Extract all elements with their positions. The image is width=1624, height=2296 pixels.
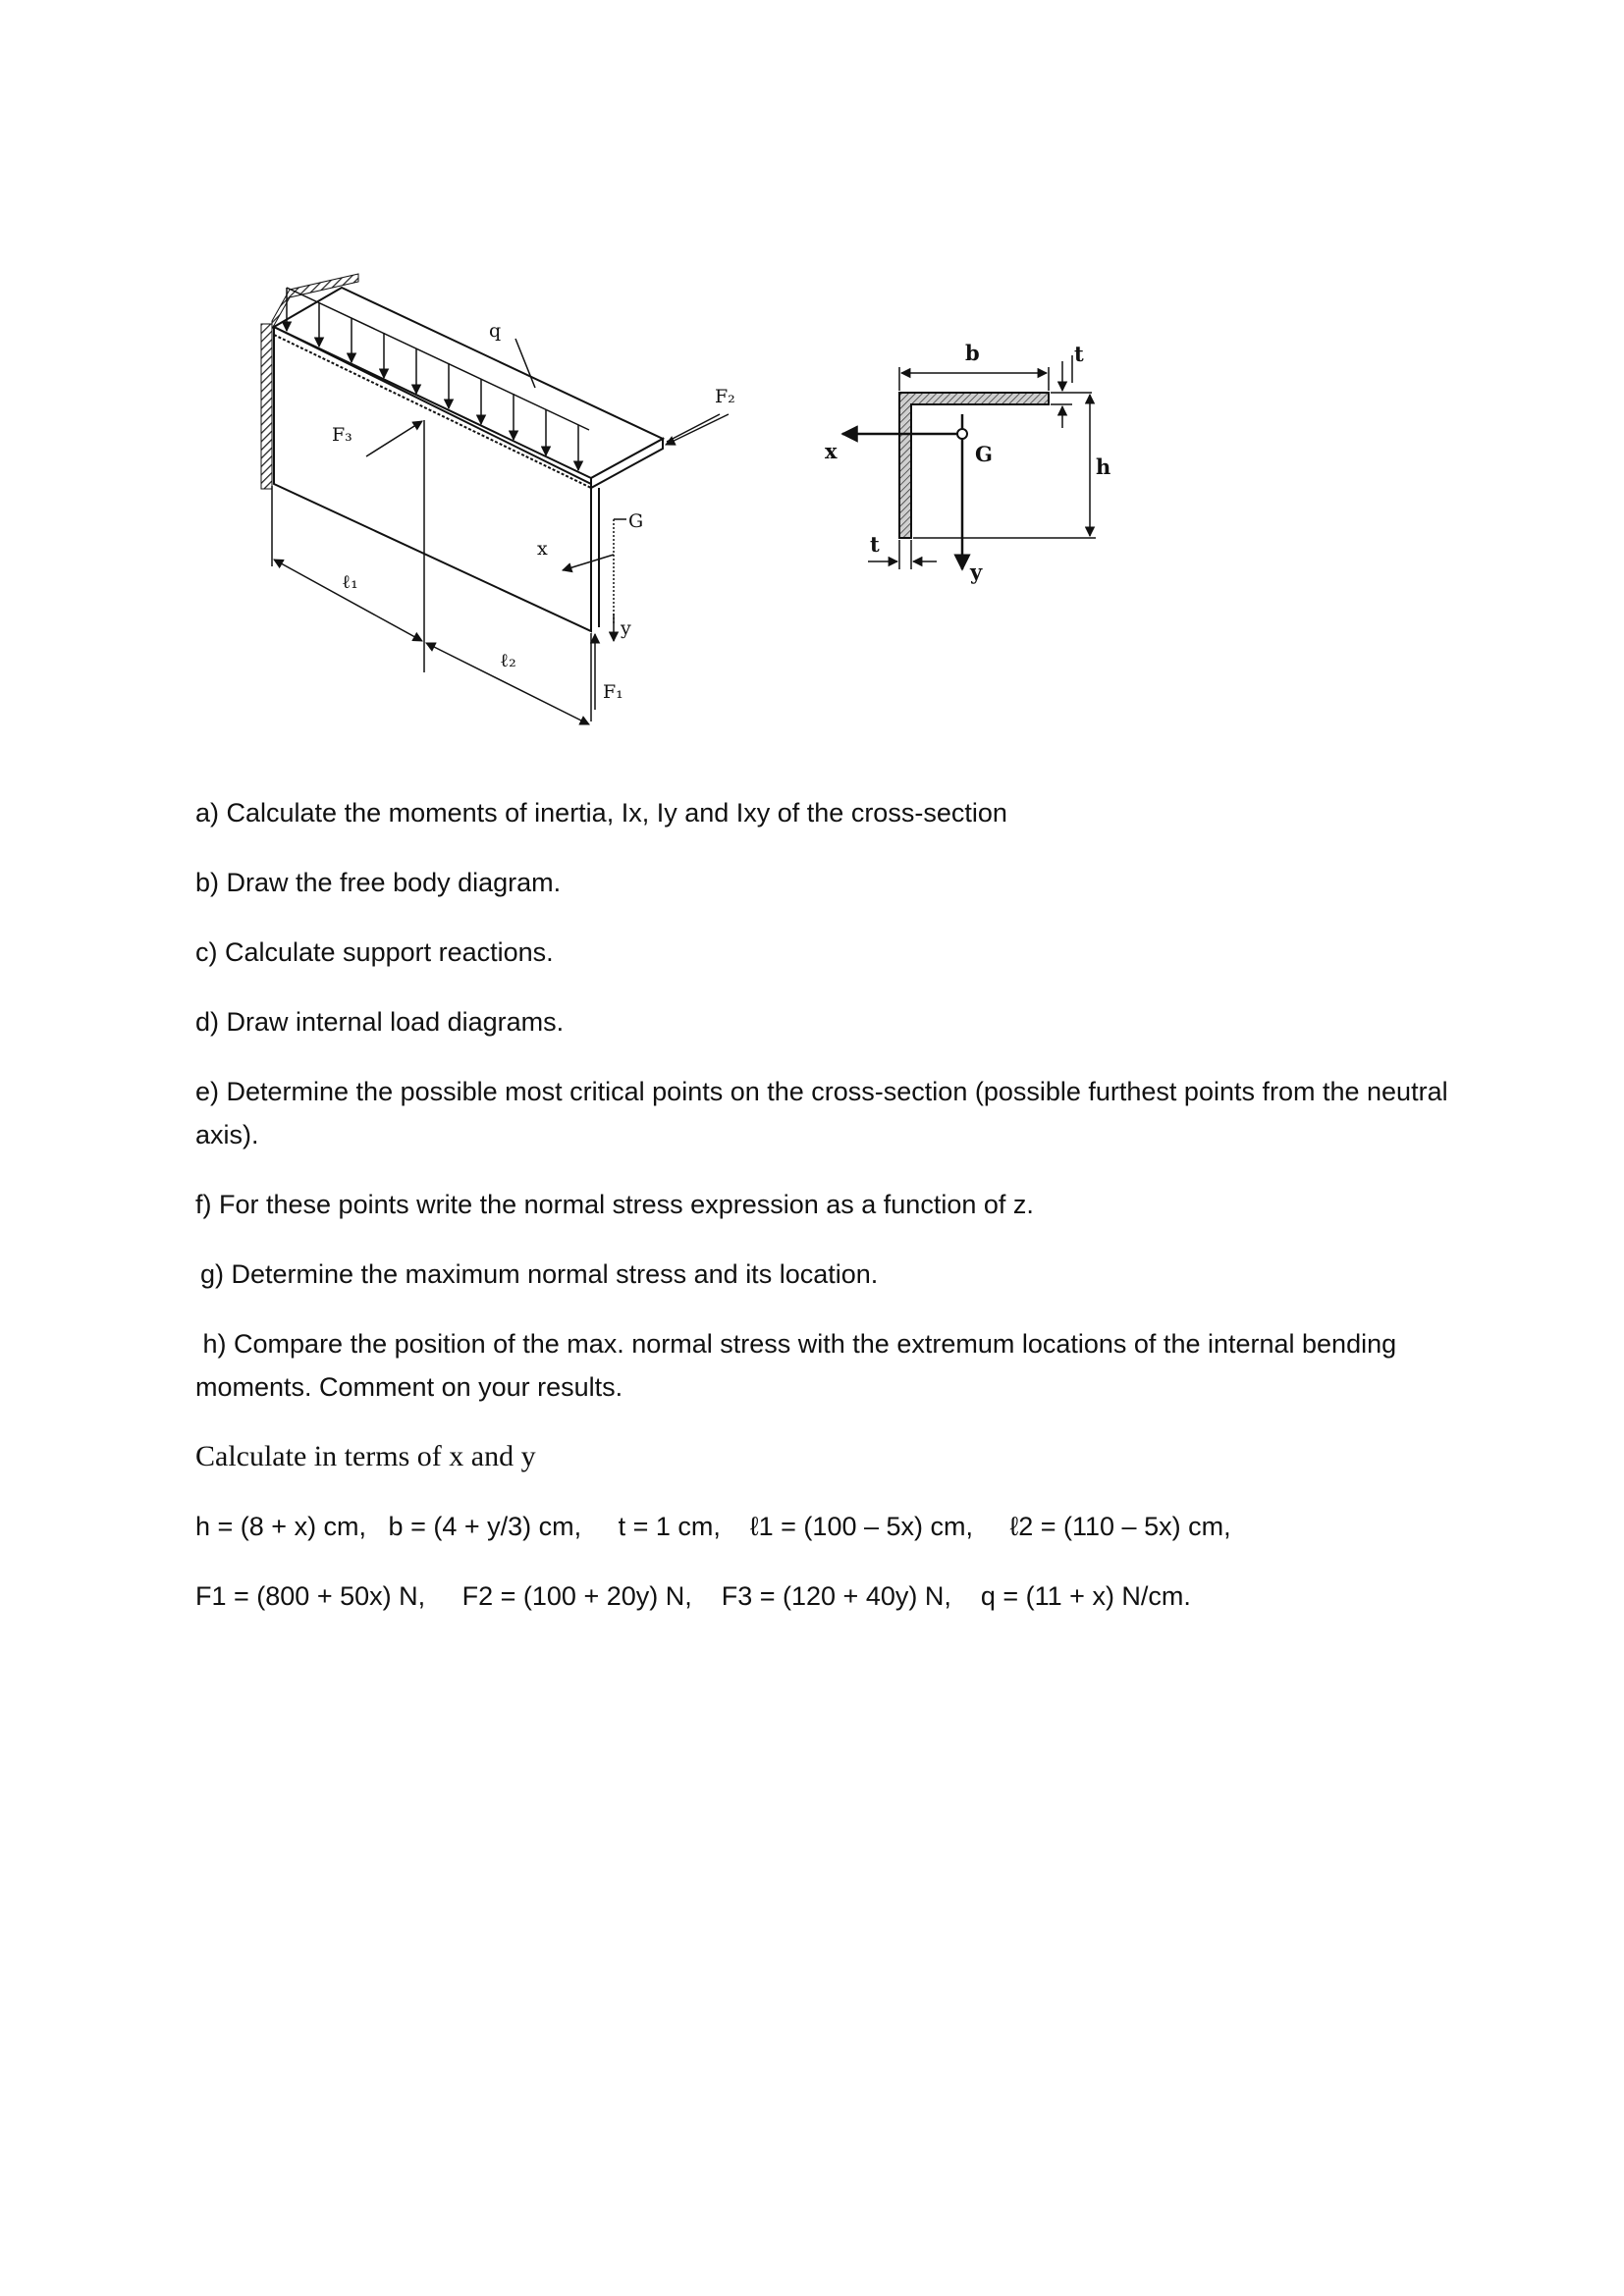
t-top-label: t	[1074, 342, 1084, 366]
section-x-label: x	[825, 439, 838, 463]
question-h-text: h) Compare the position of the max. normal stress with the extremum locations of the internal bending moments. Comment on your results.	[195, 1329, 1397, 1402]
calculation-title: Calculate in terms of x and y	[195, 1440, 536, 1472]
question-a: a) Calculate the moments of inertia, Ix, Iy and Ixy of the cross-section	[195, 798, 1007, 828]
section-g-label: G	[975, 442, 993, 466]
dimension-t-top	[1051, 355, 1092, 428]
f1-label: F₁	[603, 681, 623, 703]
parameters-line-2: F1 = (800 + 50x) N, F2 = (100 + 20y) N, F3 = (120 + 40y) N, q = (11 + x) N/cm.	[195, 1581, 1191, 1611]
question-h	[195, 1322, 1462, 1409]
question-b: b) Draw the free body diagram.	[195, 868, 562, 897]
q-label: q	[489, 320, 502, 342]
f2-arrow	[666, 414, 729, 445]
beam-figure	[250, 260, 735, 721]
parameters-line-1: h = (8 + x) cm, b = (4 + y/3) cm, t = 1 cm, ℓ1 = (100 – 5x) cm, ℓ2 = (110 – 5x) cm,	[195, 1512, 1231, 1541]
x-label: x	[537, 538, 548, 560]
f3-label: F₃	[332, 424, 352, 446]
dimension-b	[899, 367, 1049, 391]
l2-label: ℓ₂	[500, 650, 516, 671]
t-bottom-label: t	[870, 532, 880, 557]
question-f: f) For these points write the normal stress expression as a function of z.	[195, 1190, 1034, 1219]
l1-label: ℓ₁	[342, 571, 358, 593]
f2-label: F₂	[715, 386, 735, 407]
cross-section-figure	[815, 334, 1139, 589]
l-section	[899, 393, 1049, 538]
f2-arrow-line	[667, 414, 720, 442]
g-label: G	[628, 510, 644, 532]
centroid-marker	[957, 429, 967, 439]
question-d: d) Draw internal load diagrams.	[195, 1007, 565, 1037]
section-y-label: y	[970, 560, 983, 584]
beam-body	[274, 288, 663, 631]
y-label: y	[621, 617, 631, 639]
question-g: g) Determine the maximum normal stress and its location.	[200, 1259, 879, 1289]
question-e: e) Determine the possible most critical points on the cross-section (possible furthest points from the neutral axis).	[195, 1077, 1448, 1149]
h-label: h	[1096, 454, 1111, 479]
question-c: c) Calculate support reactions.	[195, 937, 554, 967]
b-label: b	[965, 341, 980, 365]
